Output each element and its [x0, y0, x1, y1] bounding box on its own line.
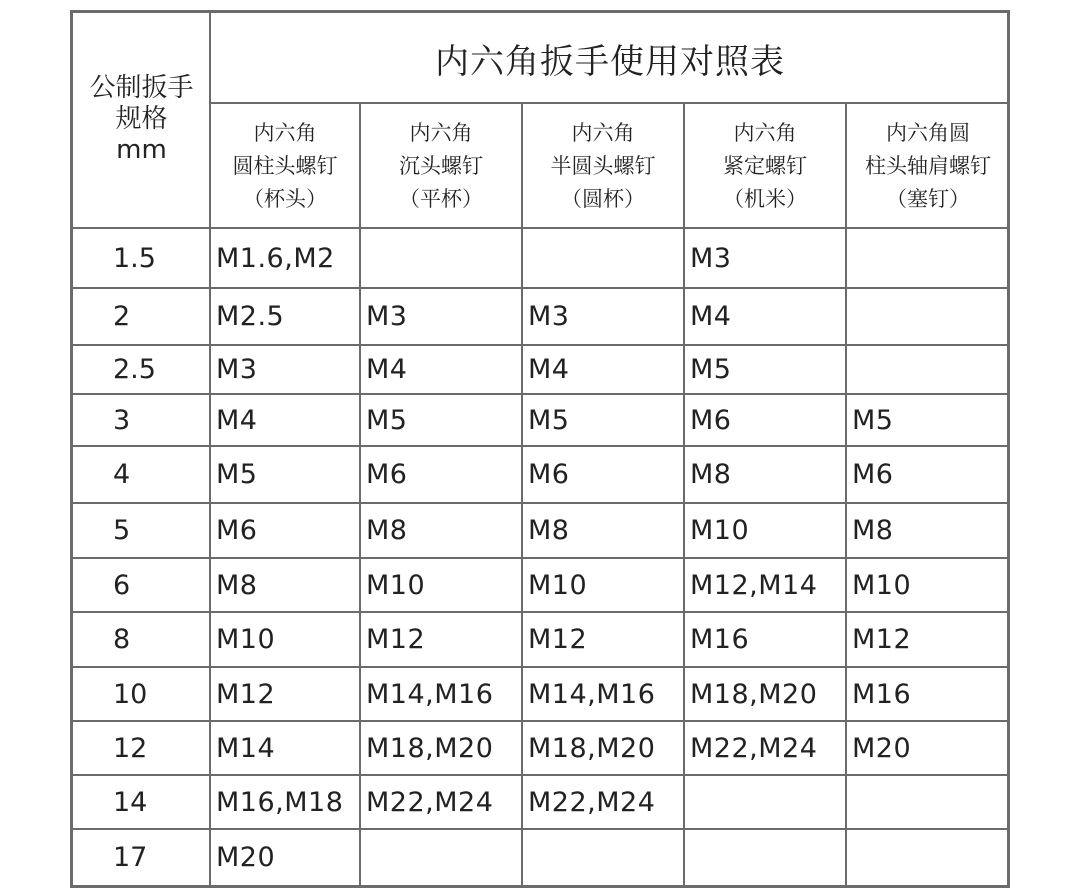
screw-size-cell: M3 — [216, 354, 258, 385]
screw-size-cell: M8 — [852, 515, 894, 546]
screw-size-cell: M16,M18 — [216, 786, 344, 818]
screw-size-cell — [684, 829, 846, 885]
screw-size-cell: M12 — [528, 624, 588, 655]
wrench-size-cell: 14 — [113, 786, 148, 818]
screw-size-cell: M5 — [690, 354, 732, 385]
wrench-size-cell: 12 — [113, 732, 148, 764]
screw-size-cell: M12 — [852, 624, 912, 655]
screw-size-cell: M2.5 — [216, 301, 285, 332]
screw-size-cell — [846, 775, 1010, 829]
column-header: 内六角 紧定螺钉 （机米） — [723, 121, 807, 211]
screw-size-cell: M4 — [366, 354, 408, 385]
wrench-size-cell: 10 — [113, 678, 148, 710]
wrench-size-cell: 3 — [113, 404, 131, 436]
screw-size-cell — [846, 228, 1010, 288]
screw-size-cell — [846, 345, 1010, 394]
screw-size-cell: M5 — [366, 404, 408, 436]
column-header: 内六角 圆柱头螺钉 （杯头） — [232, 121, 338, 211]
screw-size-cell: M10 — [690, 515, 750, 546]
screw-size-cell: M5 — [852, 404, 894, 436]
screw-size-cell: M12 — [216, 678, 276, 710]
screw-size-cell: M10 — [216, 624, 276, 655]
screw-size-cell: M4 — [690, 301, 732, 332]
screw-size-cell: M6 — [366, 459, 408, 490]
screw-size-cell: M16 — [852, 678, 912, 710]
wrench-size-cell: 5 — [113, 515, 131, 546]
screw-size-cell: M8 — [366, 515, 408, 546]
wrench-size-cell: 8 — [113, 624, 131, 655]
screw-size-cell: M10 — [852, 569, 912, 601]
screw-size-cell — [360, 829, 522, 885]
screw-size-cell: M16 — [690, 624, 750, 655]
screw-size-cell: M14,M16 — [366, 678, 494, 710]
screw-size-cell: M4 — [528, 354, 570, 385]
screw-size-cell: M12 — [366, 624, 426, 655]
column-header: 内六角 半圆头螺钉 （圆杯） — [550, 121, 656, 211]
screw-size-cell: M8 — [690, 459, 732, 490]
screw-size-cell: M5 — [216, 459, 258, 490]
screw-size-cell: M3 — [366, 301, 408, 332]
screw-size-cell: M8 — [528, 515, 570, 546]
screw-size-cell: M1.6,M2 — [216, 242, 335, 274]
column-header: 内六角圆 柱头轴肩螺钉 （塞钉） — [865, 121, 991, 211]
screw-size-cell: M10 — [528, 569, 588, 601]
screw-size-cell: M22,M24 — [690, 732, 818, 764]
wrench-size-cell: 2 — [113, 301, 131, 332]
screw-size-cell: M18,M20 — [528, 732, 656, 764]
corner-label-line-1: 公制扳手 — [89, 73, 194, 103]
screw-size-cell: M20 — [852, 732, 912, 764]
screw-size-cell: M14 — [216, 732, 276, 764]
screw-size-cell: M6 — [690, 404, 732, 436]
screw-size-cell: M18,M20 — [690, 678, 818, 710]
wrench-size-cell: 4 — [113, 459, 131, 490]
screw-size-cell: M18,M20 — [366, 732, 494, 764]
screw-size-cell: M12,M14 — [690, 569, 818, 601]
screw-size-cell: M20 — [216, 841, 276, 873]
screw-size-cell — [846, 288, 1010, 345]
wrench-size-cell: 1.5 — [113, 242, 156, 274]
screw-size-cell — [522, 829, 684, 885]
screw-size-cell: M22,M24 — [366, 786, 494, 818]
screw-size-cell: M6 — [216, 515, 258, 546]
screw-size-cell: M6 — [852, 459, 894, 490]
screw-size-cell: M4 — [216, 404, 258, 436]
screw-size-cell — [846, 829, 1010, 885]
screw-size-cell — [360, 228, 522, 288]
screw-size-cell: M3 — [690, 242, 732, 274]
screw-size-cell: M8 — [216, 569, 258, 601]
corner-header — [73, 13, 210, 228]
screw-size-cell: M14,M16 — [528, 678, 656, 710]
screw-size-cell: M3 — [528, 301, 570, 332]
wrench-size-cell: 17 — [113, 841, 148, 873]
column-header: 内六角 沉头螺钉 （平杯） — [399, 121, 483, 211]
screw-size-cell: M22,M24 — [528, 786, 656, 818]
corner-label-line-3: mm — [116, 135, 167, 165]
wrench-size-cell: 2.5 — [113, 354, 156, 385]
wrench-reference-table — [70, 10, 1010, 888]
screw-size-cell — [684, 775, 846, 829]
wrench-size-cell: 6 — [113, 569, 131, 601]
screw-size-cell — [522, 228, 684, 288]
screw-size-cell: M6 — [528, 459, 570, 490]
screw-size-cell: M10 — [366, 569, 426, 601]
table-title: 内六角扳手使用对照表 — [435, 41, 785, 82]
corner-label-line-2: 规格 — [115, 104, 168, 134]
screw-size-cell: M5 — [528, 404, 570, 436]
